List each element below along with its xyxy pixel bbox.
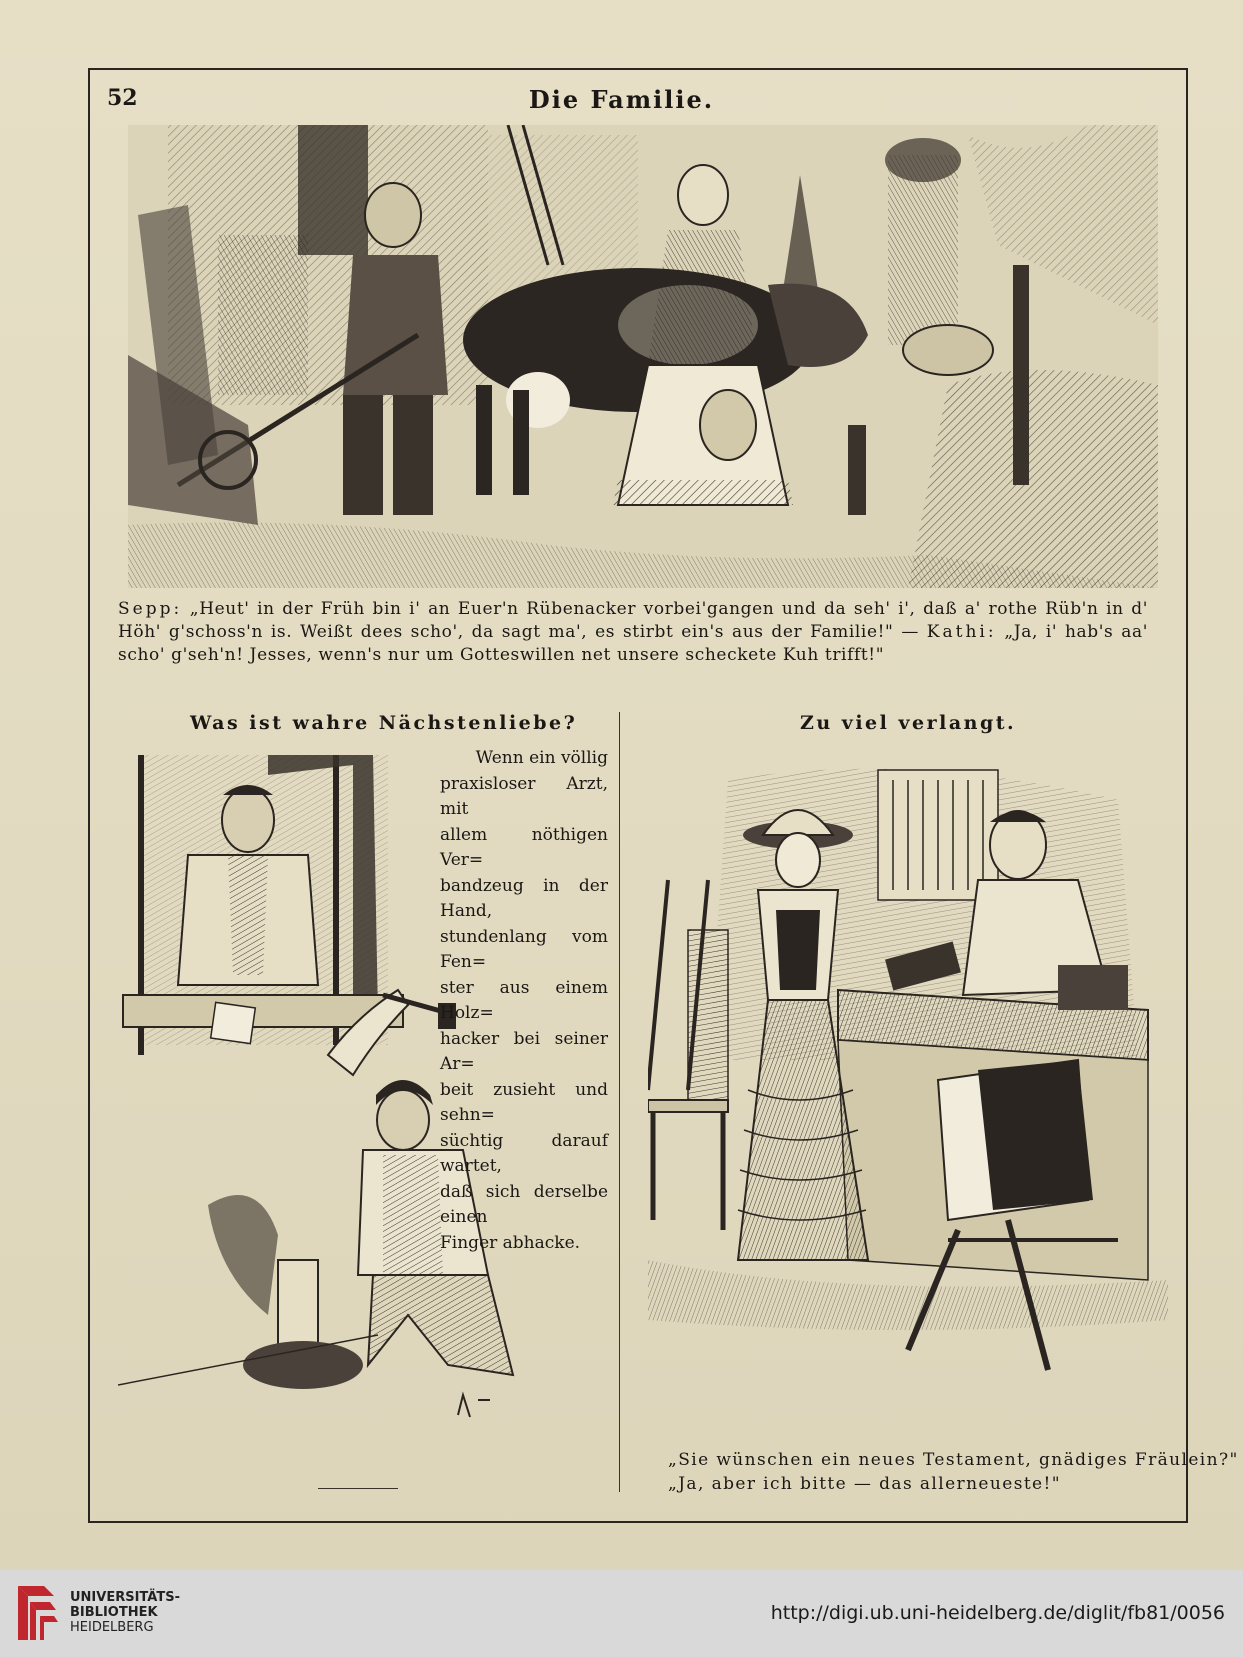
left-article-text: [440, 746, 608, 1256]
caption-line: „Ja, aber ich bitte — das allerneueste!": [668, 1474, 1061, 1494]
bookshop-caption: [668, 1448, 1239, 1496]
library-name-line: HEIDELBERG: [70, 1620, 154, 1635]
text-line: ster aus einem Holz=: [440, 977, 608, 1023]
library-name: [70, 1590, 180, 1635]
text-line: süchtig darauf wartet,: [440, 1130, 608, 1176]
farm-scene-illustration: [128, 125, 1158, 588]
text-line: praxisloser Arzt, mit: [440, 773, 608, 819]
speaker-sepp: Sepp:: [118, 599, 183, 619]
page-number: 52: [107, 85, 138, 111]
article-end-rule: [318, 1488, 398, 1489]
text-line: allem nöthigen Ver=: [440, 824, 608, 870]
bookshop-illustration: [648, 760, 1168, 1420]
text-line: daß sich derselbe einen: [440, 1181, 608, 1227]
text-line: hacker bei seiner Ar=: [440, 1028, 608, 1074]
library-name-line: BIBLIOTHEK: [70, 1605, 158, 1620]
university-library-logo-icon[interactable]: [14, 1580, 60, 1646]
text-line: stundenlang vom Fen=: [440, 926, 608, 972]
left-article-title: Was ist wahre Nächstenliebe?: [190, 712, 578, 734]
column-divider: [619, 712, 620, 1492]
farm-scene-caption: [118, 598, 1148, 667]
text-line: beit zusieht und sehn=: [440, 1079, 608, 1125]
speech-kathi: „Ja, i' hab's aa' scho' g'seh'n! Jesses, wenn's nur um Gotteswillen net unsere scheckete Kuh trifft!": [118, 622, 1148, 665]
caption-line: „Sie wünschen ein neues Testament, gnädiges Fräulein?": [668, 1450, 1239, 1470]
permalink-url[interactable]: http://digi.ub.uni-heidelberg.de/diglit/fb81/0056: [770, 1602, 1225, 1624]
library-name-line: UNIVERSITÄTS-: [70, 1590, 180, 1605]
text-line: bandzeug in der Hand,: [440, 875, 608, 921]
running-title: Die Familie.: [528, 85, 715, 114]
digital-library-footer: [0, 1570, 1243, 1657]
speech-sepp: „Heut' in der Früh bin i' an Euer'n Rübenacker vorbei'gangen und da seh' i', daß a' rothe Rüb'n in d' Höh' g'schoss'n is. Weißt dees scho', da sagt ma', es stirbt ein's aus der Familie!" —: [118, 599, 1149, 642]
speaker-kathi: Kathi:: [926, 622, 997, 642]
text-line: Wenn ein völlig: [475, 748, 608, 768]
right-article-title: Zu viel verlangt.: [800, 712, 1017, 734]
text-line: Finger abhacke.: [440, 1232, 581, 1253]
